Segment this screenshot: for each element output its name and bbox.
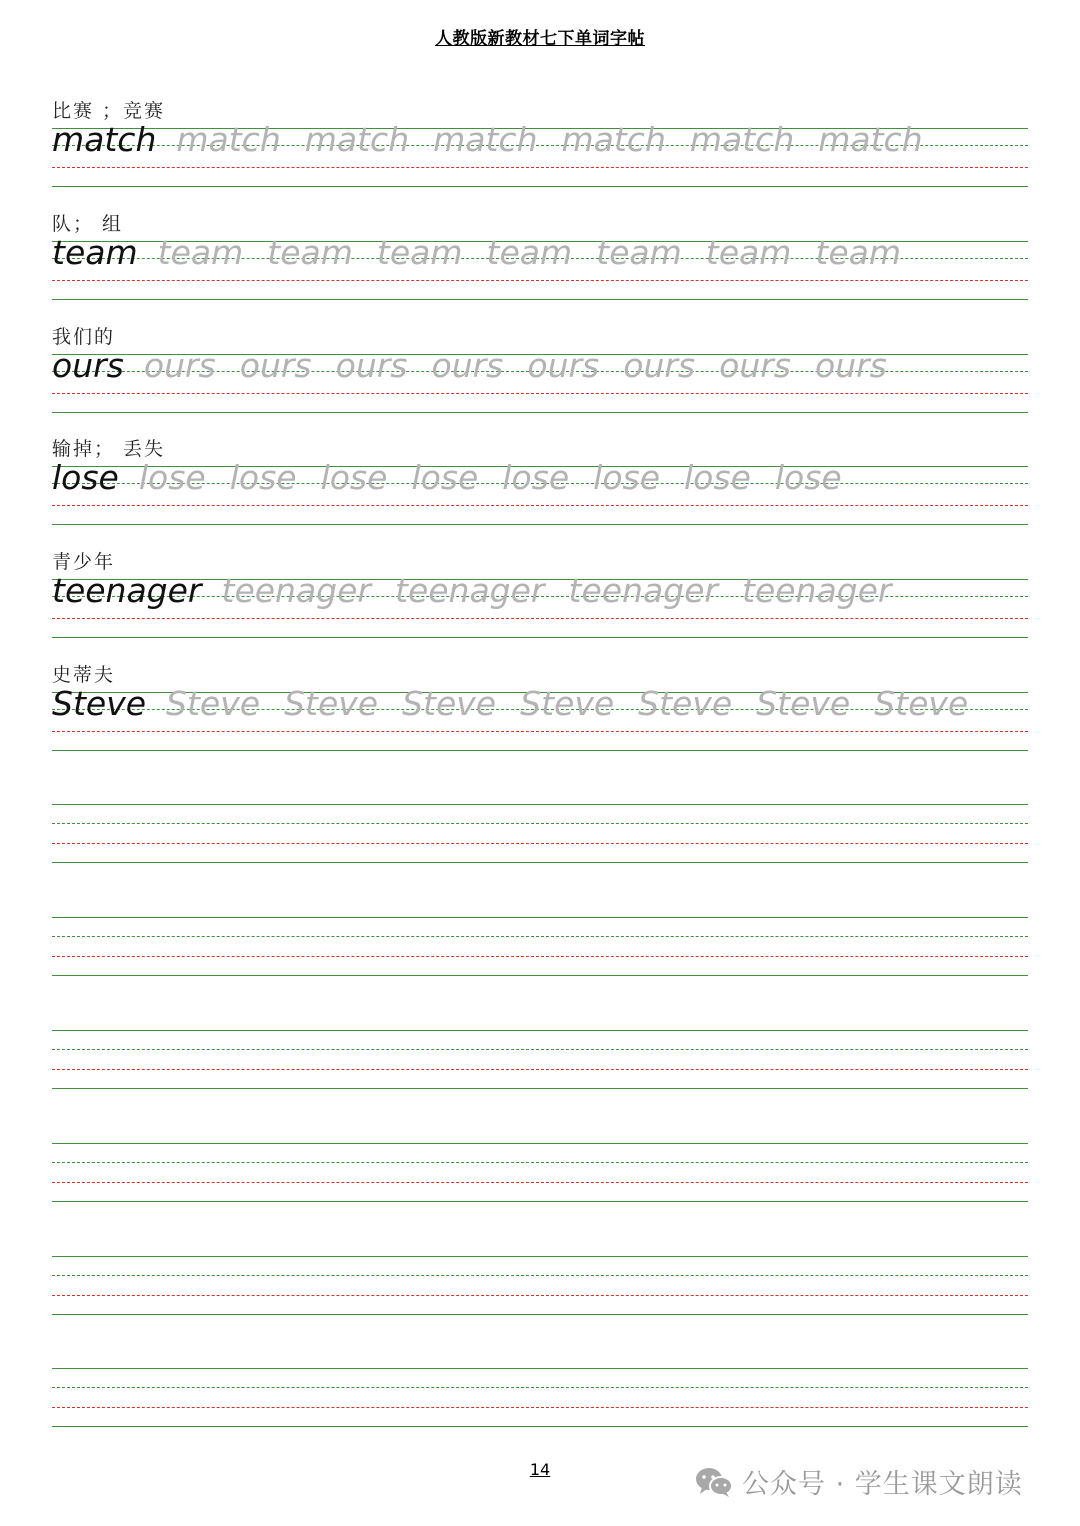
trace-word: lose bbox=[502, 458, 570, 497]
word-meaning: 队； 组 bbox=[52, 213, 124, 235]
guide-line-bottom bbox=[52, 412, 1028, 413]
trace-word: lose bbox=[229, 458, 297, 497]
trace-word: Steve bbox=[638, 684, 733, 723]
guide-line-bottom bbox=[52, 750, 1028, 751]
guide-line-top bbox=[52, 1256, 1028, 1257]
trace-word: Steve bbox=[166, 684, 261, 723]
word-meaning: 我们的 bbox=[52, 326, 116, 348]
word-meaning: 史蒂夫 bbox=[52, 664, 116, 686]
word-row bbox=[52, 458, 866, 498]
trace-word: teenager bbox=[568, 571, 718, 610]
trace-word: lose bbox=[684, 458, 751, 497]
trace-word: ours bbox=[431, 346, 504, 385]
word-meaning: 输掉； 丢失 bbox=[52, 438, 166, 460]
trace-word: Steve bbox=[284, 684, 379, 723]
word-row bbox=[52, 120, 947, 160]
blank-writing-row bbox=[52, 1256, 1028, 1316]
trace-word: ours bbox=[815, 346, 887, 385]
guide-line-bottom bbox=[52, 637, 1028, 638]
guide-line-top bbox=[52, 804, 1028, 805]
model-word: teenager bbox=[52, 571, 202, 610]
guide-line-base bbox=[52, 618, 1028, 619]
watermark bbox=[694, 1462, 1023, 1501]
trace-word: team bbox=[486, 233, 573, 272]
word-entry bbox=[52, 209, 1028, 319]
guide-line-base bbox=[52, 1182, 1028, 1183]
page-number: 14 bbox=[529, 1460, 551, 1479]
trace-word: team bbox=[815, 233, 901, 272]
word-entry bbox=[52, 547, 1028, 657]
guide-line-base bbox=[52, 280, 1028, 281]
blank-writing-row bbox=[52, 1368, 1028, 1428]
word-meaning: 比赛 ；竞赛 bbox=[52, 100, 166, 122]
trace-word: lose bbox=[320, 458, 388, 497]
trace-word: lose bbox=[411, 458, 479, 497]
guide-line-bottom bbox=[52, 524, 1028, 525]
word-row bbox=[52, 684, 992, 724]
guide-line-upper bbox=[52, 1275, 1028, 1276]
guide-line-top bbox=[52, 917, 1028, 918]
guide-line-base bbox=[52, 505, 1028, 506]
trace-word: match bbox=[304, 120, 410, 159]
model-word: team bbox=[52, 233, 138, 272]
word-entry bbox=[52, 434, 1028, 544]
guide-line-upper bbox=[52, 936, 1028, 937]
trace-word: Steve bbox=[756, 684, 851, 723]
blank-writing-row bbox=[52, 1143, 1028, 1203]
trace-word: Steve bbox=[520, 684, 615, 723]
guide-line-base bbox=[52, 956, 1028, 957]
guide-line-base bbox=[52, 731, 1028, 732]
watermark-text: 公众号 · 学生课文朗读 bbox=[742, 1469, 1023, 1500]
word-entry bbox=[52, 96, 1028, 206]
blank-writing-row bbox=[52, 804, 1028, 864]
guide-line-upper bbox=[52, 823, 1028, 824]
trace-word: ours bbox=[335, 346, 408, 385]
model-word: lose bbox=[52, 458, 119, 497]
guide-line-top bbox=[52, 1143, 1028, 1144]
word-meaning: 青少年 bbox=[52, 551, 116, 573]
guide-line-upper bbox=[52, 1049, 1028, 1050]
guide-line-top bbox=[52, 1030, 1028, 1031]
guide-line-bottom bbox=[52, 1314, 1028, 1315]
trace-word: teenager bbox=[742, 571, 892, 610]
trace-word: Steve bbox=[874, 684, 969, 723]
trace-word: team bbox=[596, 233, 682, 272]
trace-word: ours bbox=[623, 346, 696, 385]
guide-line-bottom bbox=[52, 975, 1028, 976]
word-row bbox=[52, 233, 925, 273]
trace-word: teenager bbox=[221, 571, 371, 610]
model-word: Steve bbox=[52, 684, 147, 723]
model-word: ours bbox=[52, 346, 124, 385]
word-entry bbox=[52, 322, 1028, 432]
trace-word: team bbox=[705, 233, 792, 272]
wechat-icon bbox=[694, 1465, 734, 1499]
trace-word: teenager bbox=[395, 571, 545, 610]
blank-writing-row bbox=[52, 1030, 1028, 1090]
blank-writing-row bbox=[52, 917, 1028, 977]
trace-word: Steve bbox=[402, 684, 497, 723]
guide-line-bottom bbox=[52, 862, 1028, 863]
guide-line-base bbox=[52, 1069, 1028, 1070]
guide-line-top bbox=[52, 1368, 1028, 1369]
trace-word: ours bbox=[143, 346, 216, 385]
model-word: match bbox=[52, 120, 157, 159]
trace-word: lose bbox=[593, 458, 661, 497]
trace-word: match bbox=[561, 120, 666, 159]
word-row bbox=[52, 346, 911, 386]
word-entry bbox=[52, 660, 1028, 770]
guide-line-upper bbox=[52, 1162, 1028, 1163]
trace-word: team bbox=[376, 233, 463, 272]
page-title: 人教版新教材七下单词字帖 bbox=[435, 29, 645, 49]
guide-line-base bbox=[52, 843, 1028, 844]
guide-line-bottom bbox=[52, 186, 1028, 187]
trace-word: ours bbox=[527, 346, 600, 385]
trace-word: lose bbox=[774, 458, 842, 497]
guide-line-bottom bbox=[52, 1088, 1028, 1089]
guide-line-base bbox=[52, 167, 1028, 168]
guide-line-base bbox=[52, 1407, 1028, 1408]
trace-word: match bbox=[433, 120, 538, 159]
trace-word: match bbox=[818, 120, 923, 159]
guide-line-base bbox=[52, 1295, 1028, 1296]
trace-word: team bbox=[157, 233, 244, 272]
guide-line-bottom bbox=[52, 1201, 1028, 1202]
trace-word: lose bbox=[138, 458, 206, 497]
trace-word: ours bbox=[719, 346, 791, 385]
trace-word: team bbox=[267, 233, 353, 272]
word-row bbox=[52, 571, 916, 611]
guide-line-bottom bbox=[52, 299, 1028, 300]
trace-word: match bbox=[689, 120, 795, 159]
trace-word: match bbox=[176, 120, 281, 159]
guide-line-bottom bbox=[52, 1426, 1028, 1427]
guide-line-base bbox=[52, 393, 1028, 394]
guide-line-upper bbox=[52, 1387, 1028, 1388]
trace-word: ours bbox=[239, 346, 312, 385]
